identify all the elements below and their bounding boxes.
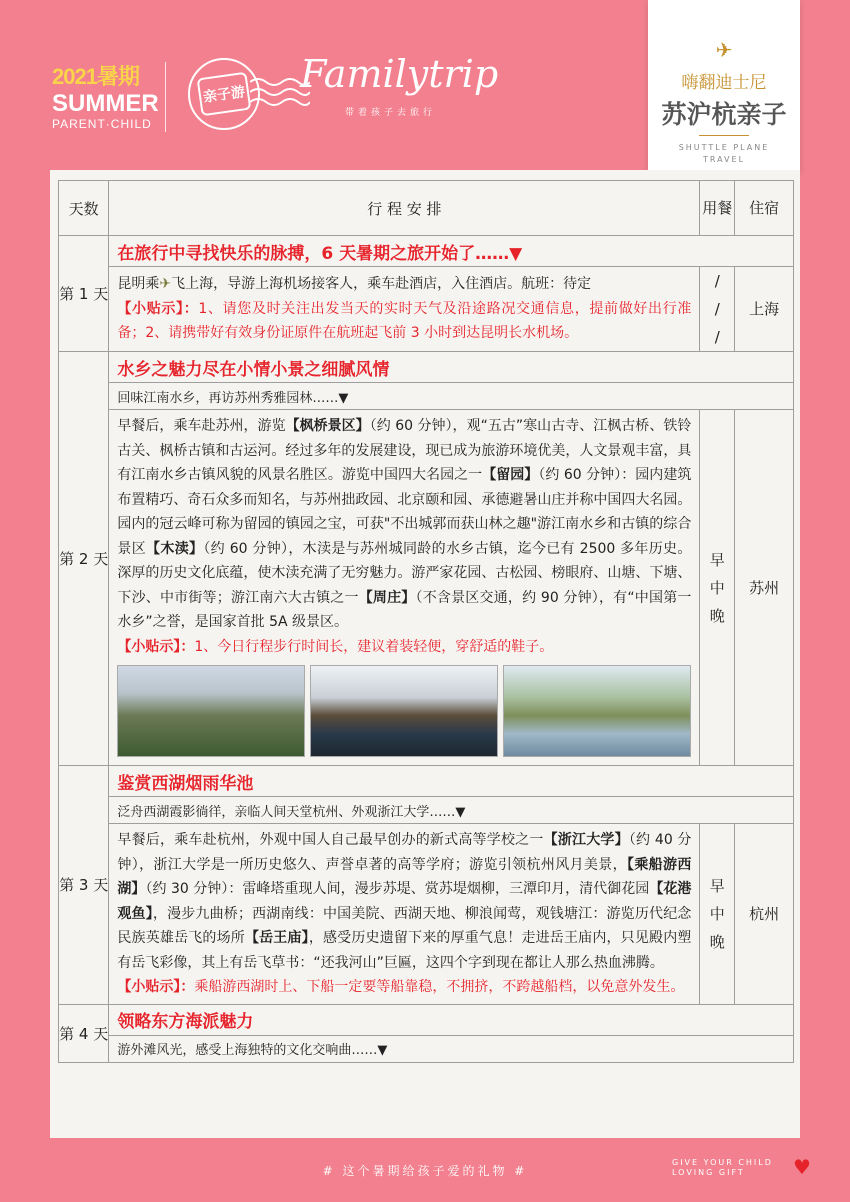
day2-meal-breakfast: 早: [709, 550, 725, 569]
day3-heading: 鉴赏西湖烟雨华池: [109, 766, 794, 797]
day1-body-row: [59, 267, 794, 352]
day1-stay: 上海: [735, 267, 794, 352]
brand-subtitle: 带着孩子去旅行: [345, 108, 437, 118]
day1-meal-lunch: /: [714, 300, 720, 318]
day4-label: 第 4 天: [59, 1004, 109, 1062]
day2-p1: 早餐后，乘车赴苏州，游览: [117, 418, 286, 434]
day2-p3: （约 60 分钟）：园内建筑布置精巧、奇石众多而知名，与苏州拙政园、北京颐和园、承德避暑山庄并称中国四大名园。园内的冠云峰可称为留园的镇园之宝，可获"不出城郭而获山林之趣"游江南水乡和古镇的综合景区: [117, 467, 692, 557]
day2-stay: 苏州: [735, 410, 794, 766]
day2-subtitle: 回味江南水乡，再访苏州秀雅园林……▼: [109, 383, 794, 410]
day3-meal-breakfast: 早: [709, 876, 725, 895]
day3-meal-dinner: 晚: [709, 932, 725, 951]
day2-meal: [700, 410, 735, 766]
day3-subtitle: 泛舟西湖霞影徜徉，亲临人间天堂杭州、外观浙江大学……▼: [109, 797, 794, 824]
day1-heading-row: [59, 236, 794, 267]
day2-heading-row: [59, 352, 794, 383]
footer-gift-line2: LOVING GIFT: [672, 1168, 745, 1177]
day4-heading-row: [59, 1004, 794, 1035]
day1-tip-label: 【小贴示】：: [117, 300, 199, 317]
day3-body: [109, 824, 700, 1005]
tag-title: 苏沪杭亲子: [661, 100, 787, 129]
day3-meal-lunch: 中: [709, 904, 725, 923]
canal-photo: [503, 665, 691, 757]
header-stay: 住宿: [735, 181, 794, 236]
footer-gift: [672, 1158, 773, 1178]
day1-body: [109, 267, 700, 352]
day3-k2: 【乘船游西湖】: [117, 856, 692, 897]
day3-tip: 乘船游西湖时上、下船一定要等船靠稳，不拥挤，不跨越船档，以免意外发生。: [194, 979, 685, 995]
day2-p2: （约 60 分钟），观“五古”寒山古寺、江枫古桥、铁铃古关、枫桥古镇和古运河。经过多年的发展建设，现已成为旅游环境优美，人文景观丰富，具有江南水乡古镇风貌的风景名胜区。游览中国四大名园之一: [117, 418, 692, 483]
airplane-icon: ✈: [715, 38, 733, 62]
day2-k3: 【木渎】: [146, 540, 204, 557]
year-label: 2021暑期: [52, 64, 139, 89]
day3-heading-row: [59, 766, 794, 797]
water-town-photo: [310, 665, 498, 757]
header-day: 天数: [59, 181, 109, 236]
day3-body-row: [59, 824, 794, 1005]
day2-body-row: [59, 410, 794, 766]
day3-tip-label: 【小贴示】：: [117, 979, 195, 995]
day2-tip: 1、今日行程步行时间长，建议着装轻便，穿舒适的鞋子。: [194, 638, 554, 655]
tag-en-line1: SHUTTLE PLANE: [678, 143, 770, 152]
day2-meal-dinner: 晚: [709, 606, 725, 625]
day3-p5: ，感受历史遗留下来的厚重气息！走进岳王庙内，只见殿内塑有岳飞彩像，其上有岳飞草书：“还我河山”巨匾，这四个字到现在都让人那么热血沸腾。: [117, 930, 692, 971]
day1-text-b: 飞上海，导游上海机场接客人，乘车赴酒店，入住酒店。航班：待定: [171, 276, 592, 293]
itinerary-table: [58, 180, 794, 1063]
day4-subtitle: 游外滩风光，感受上海独特的文化交响曲……▼: [109, 1035, 794, 1062]
day3-stay: 杭州: [735, 824, 794, 1005]
footer-slogan: # 这个暑期给孩子爱的礼物 #: [322, 1164, 528, 1178]
day2-label: 第 2 天: [59, 352, 109, 766]
parent-child-label: PARENT·CHILD: [52, 117, 152, 131]
header-meal: 用餐: [700, 181, 735, 236]
day1-meal: [700, 267, 735, 352]
day3-p3: （约 30 分钟）：雷峰塔重现人间，漫步苏堤、赏苏堤烟柳，三潭印月，清代御花园: [145, 881, 650, 897]
day2-k1: 【枫桥景区】: [285, 418, 370, 434]
day2-tip-label: 【小贴示】：: [117, 638, 195, 655]
flight-icon: ✈: [159, 276, 172, 293]
summer-label: SUMMER: [52, 90, 159, 117]
title-tag: [648, 0, 800, 171]
day3-p4: ，漫步九曲桥；西湖南线：中国美院、西湖天地、柳浪闻莺，观钱塘江：游览历代纪念民族英雄岳飞的场所: [117, 905, 692, 946]
tag-subtitle: 嗨翻迪士尼: [681, 73, 767, 93]
day2-k4: 【周庄】: [358, 589, 416, 606]
header-plan: 行 程 安 排: [109, 181, 700, 236]
day2-photos: [117, 665, 691, 757]
day1-tip: 1、请您及时关注出发当天的实时天气及沿途路况交通信息，提前做好出行准备；2、请携带好有效身份证原件在航班起飞前 3 小时到达昆明长水机场。: [117, 300, 692, 342]
day3-k1: 【浙江大学】: [543, 832, 629, 848]
garden-photo: [117, 665, 305, 757]
brand-logo: Familytrip: [300, 52, 499, 96]
day4-heading: 领略东方海派魅力: [109, 1004, 794, 1035]
day2-k2: 【留园】: [482, 467, 539, 483]
day2-p5: （不含景区交通，约 90 分钟），有“中国第一水乡”之誉，是国家首批 5A 级景区。: [117, 589, 692, 630]
table-header-row: [59, 181, 794, 236]
day2-body: [109, 410, 700, 766]
day3-p2: （约 40 分钟），浙江大学是一所历史悠久、声誉卓著的高等学府；游览引领杭州风月美景，: [117, 832, 692, 873]
day1-label: 第 1 天: [59, 236, 109, 352]
day4-sub-row: [59, 1035, 794, 1062]
day3-meal: [700, 824, 735, 1005]
header-divider: [165, 62, 166, 132]
day2-p4: （约 60 分钟），木渎是与苏州城同龄的水乡古镇，迄今已有 2500 多年历史。深厚的历史文化底蕴，使木渎充满了无穷魅力。游严家花园、古松园、榜眼府、山塘、下塘、下沙、中市街等；游江南六大古镇之一: [117, 540, 692, 606]
day3-p1: 早餐后，乘车赴杭州，外观中国人自己最早创办的新式高等学校之一: [117, 832, 544, 848]
day1-text-a: 昆明乘: [117, 276, 160, 293]
day2-sub-row: [59, 383, 794, 410]
day3-sub-row: [59, 797, 794, 824]
day3-label: 第 3 天: [59, 766, 109, 1005]
heart-icon: ♥: [793, 1155, 811, 1179]
day3-k4: 【岳王庙】: [244, 930, 309, 946]
day1-heading: 在旅行中寻找快乐的脉搏，6 天暑期之旅开始了……▼: [109, 236, 794, 267]
tag-en-line2: TRAVEL: [702, 155, 746, 164]
day1-meal-breakfast: /: [714, 272, 720, 290]
day2-meal-lunch: 中: [709, 578, 725, 597]
stamp-text: 亲子游: [197, 72, 252, 117]
footer-gift-line1: GIVE YOUR CHILD: [672, 1158, 773, 1167]
tag-divider: [699, 135, 749, 136]
day1-meal-dinner: /: [714, 328, 720, 346]
summer-logo: [52, 60, 172, 131]
day3-k3: 【花港观鱼】: [117, 881, 692, 922]
day2-heading: 水乡之魅力尽在小情小景之细腻风情: [109, 352, 794, 383]
